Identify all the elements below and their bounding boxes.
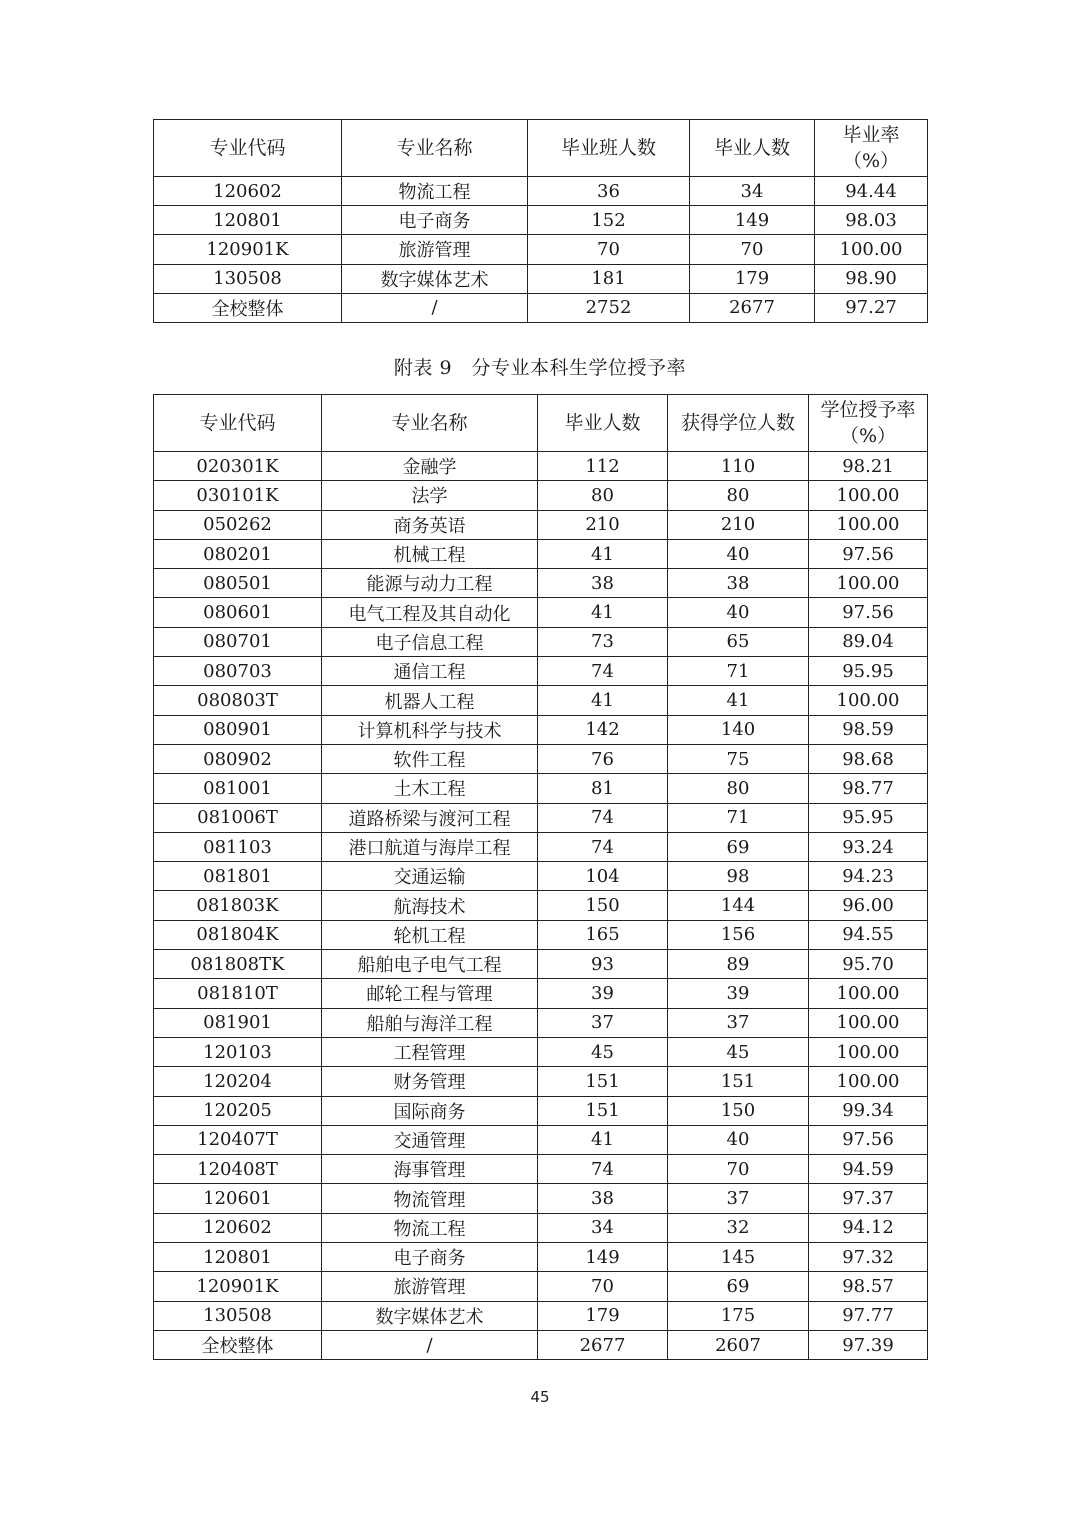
count-a-cell: 152 [528,206,690,235]
major-name-cell: 商务英语 [322,510,538,539]
page-number: 45 [530,1388,550,1406]
header-rate-line1: 学位授予率 [820,399,916,421]
major-name-cell: 轮机工程 [322,920,538,949]
major-code-cell: 081803K [154,891,322,920]
count-b-cell: 40 [668,1125,809,1154]
table-row [154,1330,928,1359]
major-code-cell: 081808TK [154,950,322,979]
count-a-cell: 73 [538,627,668,656]
rate-cell: 100.00 [809,1008,928,1037]
major-code-cell: 080803T [154,686,322,715]
rate-cell: 89.04 [809,627,928,656]
count-b-cell: 41 [668,686,809,715]
count-a-cell: 142 [538,715,668,744]
count-b-cell: 45 [668,1037,809,1066]
rate-cell: 95.70 [809,950,928,979]
count-b-cell: 75 [668,744,809,773]
table-row [154,293,928,322]
count-a-cell: 74 [538,657,668,686]
major-name-cell: 财务管理 [322,1067,538,1096]
major-code-cell: 130508 [154,264,342,293]
count-b-cell: 65 [668,627,809,656]
header-degree-count: 获得学位人数 [668,395,809,452]
rate-cell: 97.56 [809,539,928,568]
count-b-cell: 38 [668,569,809,598]
major-name-cell: 工程管理 [322,1037,538,1066]
count-a-cell: 74 [538,832,668,861]
major-name-cell: / [342,293,528,322]
count-b-cell: 40 [668,598,809,627]
major-name-cell: 法学 [322,481,538,510]
header-major-name: 专业名称 [342,120,528,177]
count-a-cell: 179 [538,1301,668,1330]
major-name-cell: 电气工程及其自动化 [322,598,538,627]
major-code-cell: 030101K [154,481,322,510]
rate-cell: 98.90 [815,264,928,293]
major-code-cell: 120204 [154,1067,322,1096]
major-name-cell: 数字媒体艺术 [322,1301,538,1330]
table-row [154,1184,928,1213]
count-b-cell: 40 [668,539,809,568]
major-code-cell: 080902 [154,744,322,773]
rate-cell: 94.23 [809,862,928,891]
major-name-cell: 电子商务 [342,206,528,235]
count-a-cell: 210 [538,510,668,539]
major-name-cell: 交通运输 [322,862,538,891]
major-name-cell: 邮轮工程与管理 [322,979,538,1008]
count-a-cell: 70 [528,235,690,264]
major-code-cell: 081801 [154,862,322,891]
table-row [154,177,928,206]
count-b-cell: 39 [668,979,809,1008]
rate-cell: 94.44 [815,177,928,206]
major-code-cell: 全校整体 [154,1330,322,1359]
count-a-cell: 151 [538,1067,668,1096]
count-a-cell: 104 [538,862,668,891]
rate-cell: 94.59 [809,1155,928,1184]
count-a-cell: 76 [538,744,668,773]
major-code-cell: 020301K [154,452,322,481]
table-row [154,481,928,510]
major-name-cell: 国际商务 [322,1096,538,1125]
count-b-cell: 150 [668,1096,809,1125]
major-code-cell: 120602 [154,1213,322,1242]
rate-cell: 98.68 [809,744,928,773]
table-row [154,1272,928,1301]
count-b-cell: 156 [668,920,809,949]
rate-cell: 100.00 [809,686,928,715]
table-row [154,1213,928,1242]
table-row [154,1037,928,1066]
header-rate-line2: （%） [839,425,897,447]
count-b-cell: 70 [668,1155,809,1184]
rate-cell: 100.00 [809,1037,928,1066]
table-header-row [154,395,928,452]
major-code-cell: 080201 [154,539,322,568]
table-row [154,264,928,293]
table-row [154,744,928,773]
count-b-cell: 110 [668,452,809,481]
count-b-cell: 89 [668,950,809,979]
table-row [154,979,928,1008]
major-name-cell: 金融学 [322,452,538,481]
count-b-cell: 179 [690,264,815,293]
count-b-cell: 71 [668,803,809,832]
count-a-cell: 2752 [528,293,690,322]
major-code-cell: 全校整体 [154,293,342,322]
rate-cell: 100.00 [809,979,928,1008]
table-row [154,510,928,539]
count-a-cell: 45 [538,1037,668,1066]
table-row [154,235,928,264]
major-name-cell: 电子商务 [322,1243,538,1272]
rate-cell: 94.12 [809,1213,928,1242]
rate-cell: 94.55 [809,920,928,949]
major-code-cell: 130508 [154,1301,322,1330]
major-code-cell: 080501 [154,569,322,598]
count-b-cell: 70 [690,235,815,264]
rate-cell: 100.00 [809,569,928,598]
major-code-cell: 120407T [154,1125,322,1154]
major-name-cell: 道路桥梁与渡河工程 [322,803,538,832]
rate-cell: 98.03 [815,206,928,235]
major-name-cell: 旅游管理 [342,235,528,264]
count-a-cell: 150 [538,891,668,920]
major-code-cell: 050262 [154,510,322,539]
count-b-cell: 151 [668,1067,809,1096]
count-a-cell: 37 [538,1008,668,1037]
count-b-cell: 80 [668,481,809,510]
table-row [154,686,928,715]
count-b-cell: 144 [668,891,809,920]
rate-cell: 97.39 [809,1330,928,1359]
rate-cell: 97.27 [815,293,928,322]
major-code-cell: 120103 [154,1037,322,1066]
major-name-cell: / [322,1330,538,1359]
rate-cell: 95.95 [809,657,928,686]
count-b-cell: 98 [668,862,809,891]
count-a-cell: 151 [538,1096,668,1125]
major-name-cell: 港口航道与海岸工程 [322,832,538,861]
major-code-cell: 080701 [154,627,322,656]
rate-cell: 93.24 [809,832,928,861]
count-a-cell: 41 [538,686,668,715]
rate-cell: 100.00 [809,1067,928,1096]
table-row [154,1301,928,1330]
count-b-cell: 2677 [690,293,815,322]
count-b-cell: 34 [690,177,815,206]
major-code-cell: 080901 [154,715,322,744]
major-name-cell: 海事管理 [322,1155,538,1184]
count-a-cell: 181 [528,264,690,293]
major-code-cell: 120901K [154,1272,322,1301]
major-code-cell: 120901K [154,235,342,264]
count-a-cell: 2677 [538,1330,668,1359]
major-code-cell: 120801 [154,1243,322,1272]
major-name-cell: 物流工程 [342,177,528,206]
major-name-cell: 船舶与海洋工程 [322,1008,538,1037]
table-row [154,862,928,891]
table-row [154,569,928,598]
major-name-cell: 机械工程 [322,539,538,568]
rate-cell: 99.34 [809,1096,928,1125]
major-code-cell: 080703 [154,657,322,686]
table-row [154,891,928,920]
rate-cell: 98.77 [809,774,928,803]
table-row [154,1155,928,1184]
rate-cell: 97.77 [809,1301,928,1330]
rate-cell: 98.59 [809,715,928,744]
rate-cell: 97.56 [809,1125,928,1154]
major-code-cell: 081804K [154,920,322,949]
count-a-cell: 81 [538,774,668,803]
table-row [154,598,928,627]
table-row [154,539,928,568]
major-name-cell: 船舶电子电气工程 [322,950,538,979]
major-name-cell: 能源与动力工程 [322,569,538,598]
major-name-cell: 通信工程 [322,657,538,686]
major-code-cell: 081103 [154,832,322,861]
count-a-cell: 39 [538,979,668,1008]
major-name-cell: 电子信息工程 [322,627,538,656]
count-b-cell: 140 [668,715,809,744]
header-class-count: 毕业班人数 [528,120,690,177]
degree-award-rate-table [153,394,928,1360]
header-graduation-rate [815,120,928,177]
count-a-cell: 41 [538,598,668,627]
table-row [154,832,928,861]
rate-cell: 98.21 [809,452,928,481]
count-b-cell: 210 [668,510,809,539]
table-header-row [154,120,928,177]
major-code-cell: 081901 [154,1008,322,1037]
count-a-cell: 36 [528,177,690,206]
major-code-cell: 120601 [154,1184,322,1213]
count-a-cell: 34 [538,1213,668,1242]
rate-cell: 97.56 [809,598,928,627]
count-b-cell: 32 [668,1213,809,1242]
table-row [154,774,928,803]
count-a-cell: 80 [538,481,668,510]
table-row [154,715,928,744]
major-name-cell: 物流工程 [322,1213,538,1242]
major-name-cell: 机器人工程 [322,686,538,715]
table-row [154,950,928,979]
count-a-cell: 38 [538,569,668,598]
major-code-cell: 081810T [154,979,322,1008]
rate-cell: 98.57 [809,1272,928,1301]
major-code-cell: 081006T [154,803,322,832]
header-major-code: 专业代码 [154,395,322,452]
rate-cell: 97.37 [809,1184,928,1213]
rate-cell: 100.00 [815,235,928,264]
count-b-cell: 37 [668,1008,809,1037]
rate-cell: 100.00 [809,510,928,539]
major-name-cell: 数字媒体艺术 [342,264,528,293]
major-name-cell: 旅游管理 [322,1272,538,1301]
count-a-cell: 165 [538,920,668,949]
header-rate-line2: （%） [842,150,900,172]
rate-cell: 95.95 [809,803,928,832]
table-row [154,1008,928,1037]
major-name-cell: 软件工程 [322,744,538,773]
major-code-cell: 120602 [154,177,342,206]
major-code-cell: 120408T [154,1155,322,1184]
header-graduate-count: 毕业人数 [538,395,668,452]
table-caption: 附表 9 分专业本科生学位授予率 [393,357,687,379]
table-row [154,206,928,235]
count-a-cell: 93 [538,950,668,979]
count-a-cell: 74 [538,803,668,832]
header-major-name: 专业名称 [322,395,538,452]
major-name-cell: 航海技术 [322,891,538,920]
count-b-cell: 175 [668,1301,809,1330]
table-row [154,920,928,949]
count-b-cell: 2607 [668,1330,809,1359]
count-a-cell: 41 [538,1125,668,1154]
major-code-cell: 080601 [154,598,322,627]
count-a-cell: 70 [538,1272,668,1301]
count-b-cell: 69 [668,832,809,861]
count-a-cell: 112 [538,452,668,481]
count-b-cell: 37 [668,1184,809,1213]
table-row [154,1096,928,1125]
header-graduate-count: 毕业人数 [690,120,815,177]
count-b-cell: 145 [668,1243,809,1272]
table-row [154,1067,928,1096]
rate-cell: 96.00 [809,891,928,920]
count-a-cell: 74 [538,1155,668,1184]
rate-cell: 100.00 [809,481,928,510]
major-code-cell: 120205 [154,1096,322,1125]
major-name-cell: 计算机科学与技术 [322,715,538,744]
major-code-cell: 120801 [154,206,342,235]
count-a-cell: 41 [538,539,668,568]
table-row [154,1125,928,1154]
major-code-cell: 081001 [154,774,322,803]
major-name-cell: 物流管理 [322,1184,538,1213]
header-major-code: 专业代码 [154,120,342,177]
count-b-cell: 149 [690,206,815,235]
count-b-cell: 80 [668,774,809,803]
header-degree-rate [809,395,928,452]
count-a-cell: 149 [538,1243,668,1272]
header-rate-line1: 毕业率 [842,124,900,146]
table-row [154,1243,928,1272]
table-row [154,452,928,481]
major-name-cell: 交通管理 [322,1125,538,1154]
table-row [154,627,928,656]
count-b-cell: 71 [668,657,809,686]
rate-cell: 97.32 [809,1243,928,1272]
count-b-cell: 69 [668,1272,809,1301]
graduation-rate-table [153,119,928,323]
count-a-cell: 38 [538,1184,668,1213]
table-row [154,657,928,686]
table-row [154,803,928,832]
major-name-cell: 土木工程 [322,774,538,803]
